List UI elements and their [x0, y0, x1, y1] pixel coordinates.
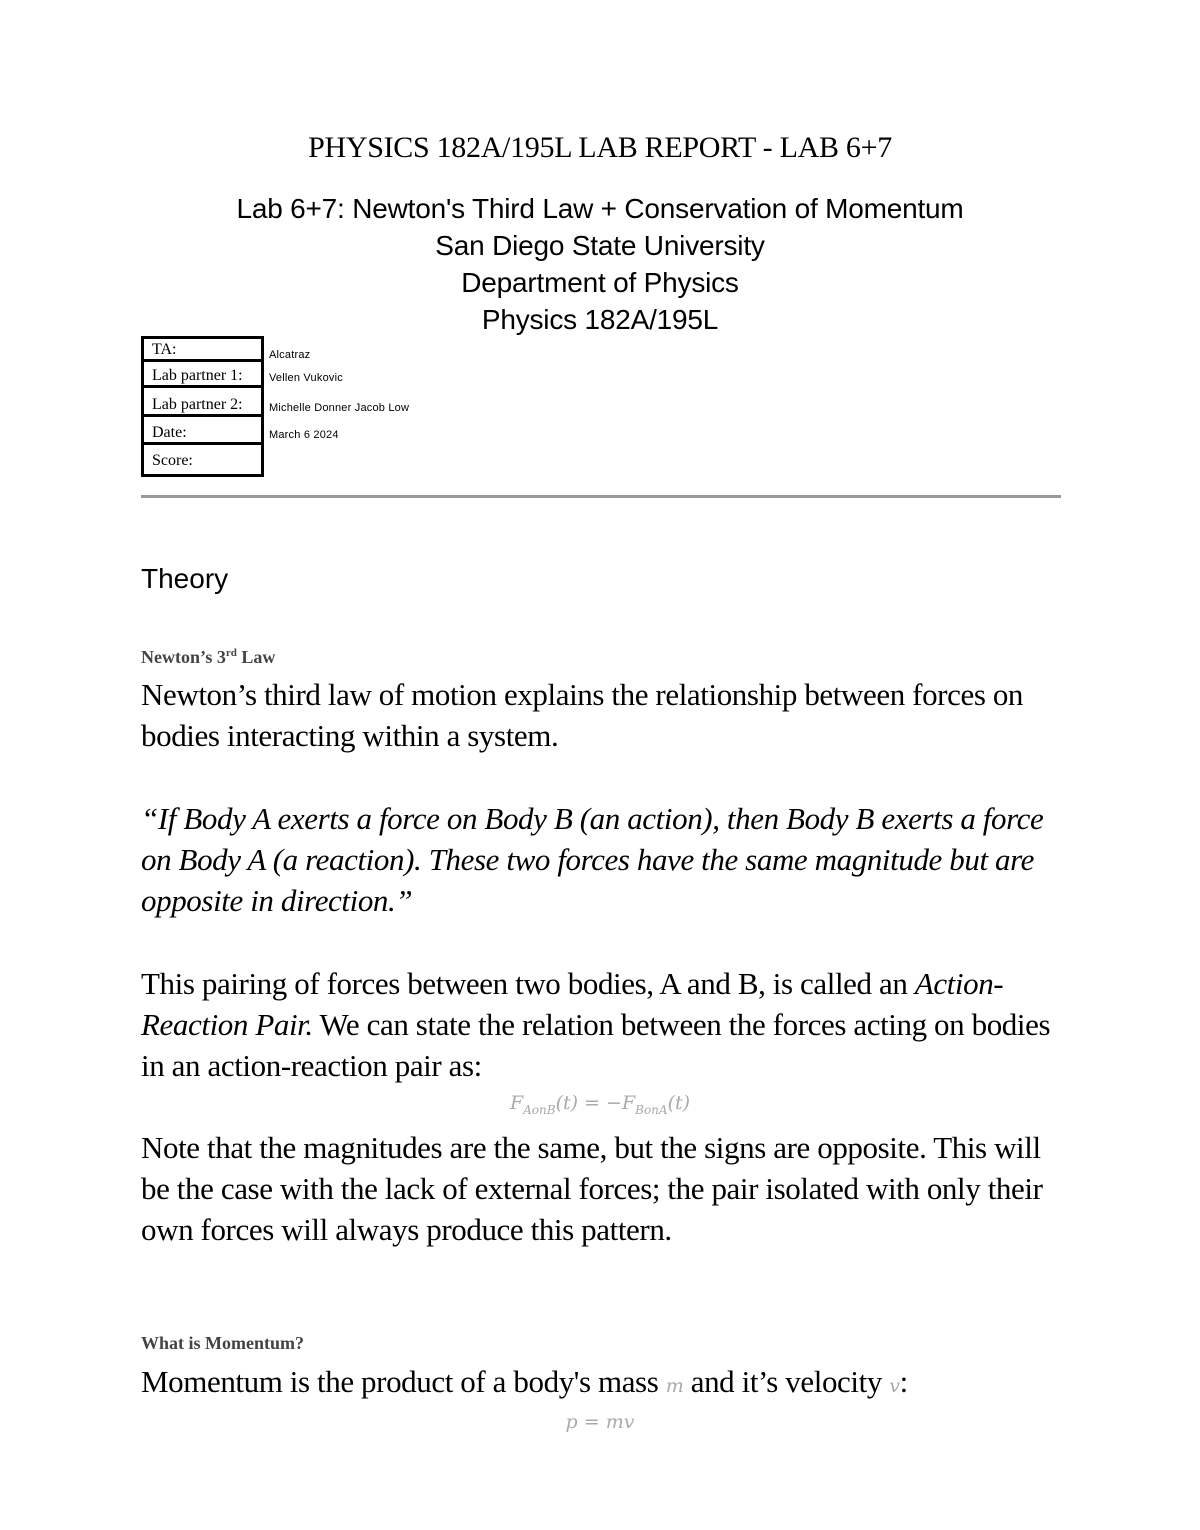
momentum-heading: What is Momentum?: [141, 1333, 304, 1353]
eq1-mid: (t) = −F: [555, 1092, 636, 1114]
momentum-equation: p = mv: [565, 1411, 635, 1433]
info-value-date: March 6 2024: [269, 429, 339, 441]
info-value-partner-2: Michelle Donner Jacob Low: [269, 402, 410, 414]
momentum-text-start: Momentum is the product of a body's mass: [141, 1364, 666, 1399]
eq1-lhs-sub: AonB: [523, 1102, 556, 1117]
info-label-ta: TA:: [144, 339, 261, 362]
pairing-text-start: This pairing of forces between two bodies, A and B, is called an: [141, 966, 915, 1001]
action-reaction-term: Action-Reaction Pair.: [141, 966, 1004, 1042]
report-title: PHYSICS 182A/195L LAB REPORT - LAB 6+7: [308, 131, 892, 164]
info-label-score: Score:: [152, 452, 193, 469]
info-label-partner-2: Lab partner 2:: [144, 394, 261, 417]
header-divider: [141, 495, 1061, 498]
eq1-rhs-sub: BonA: [635, 1102, 668, 1117]
university-name: San Diego State University: [435, 230, 765, 261]
action-reaction-equation: [0, 1092, 1200, 1117]
mass-variable: m: [665, 1375, 684, 1397]
lab-title: Lab 6+7: Newton's Third Law + Conservation of Momentum: [236, 193, 964, 224]
course-name: Physics 182A/195L: [481, 304, 719, 335]
action-reaction-paragraph: [141, 963, 1061, 1086]
eq1-lhs: F: [509, 1092, 524, 1114]
momentum-paragraph: [141, 1361, 1061, 1407]
info-label-partner-1: Lab partner 1:: [144, 365, 261, 388]
newton-heading-sup: rd: [225, 647, 237, 659]
newton-intro-paragraph: Newton’s third law of motion explains the relationship between forces on bodies interacting within a system.: [141, 677, 1024, 753]
department-name: Department of Physics: [461, 267, 739, 298]
newton-heading-text: Newton’s 3: [141, 647, 226, 667]
velocity-variable: v: [889, 1375, 900, 1397]
eq1-tail: (t): [667, 1092, 691, 1114]
newton-heading-tail: Law: [236, 647, 276, 667]
momentum-text-mid: and it’s velocity: [683, 1364, 890, 1399]
info-value-ta: Alcatraz: [269, 349, 311, 361]
lab-info-block: [0, 190, 1200, 338]
momentum-text-end: :: [899, 1364, 908, 1399]
pairing-text-end: We can state the relation between the forces acting on bodies in an action-reaction pair as:: [141, 1007, 1051, 1083]
theory-heading: Theory: [141, 563, 229, 594]
info-value-partner-1: Vellen Vukovic: [269, 372, 343, 384]
info-label-date: Date:: [144, 422, 261, 445]
info-table: [141, 336, 264, 477]
newton-law-heading: [141, 647, 275, 668]
note-paragraph: Note that the magnitudes are the same, but the signs are opposite. This will be the case with the lack of external forces; the pair isolated with only their own forces will always produce this pattern.: [141, 1130, 1043, 1247]
newton-law-quote: “If Body A exerts a force on Body B (an action), then Body B exerts a force on Body A (a reaction). These two forces have the same magnitude but are opposite in direction.”: [141, 801, 1044, 918]
